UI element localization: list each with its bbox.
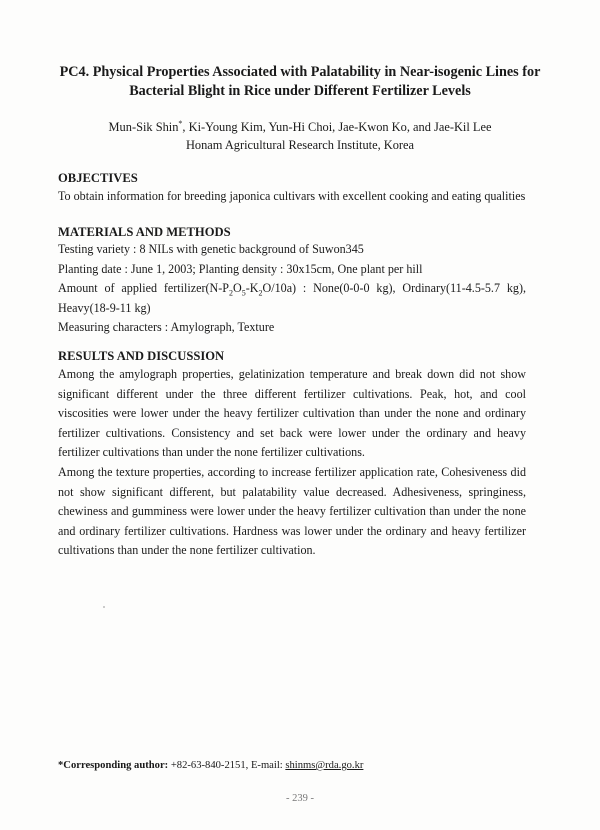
objectives-text: To obtain information for breeding japonica cultivars with excellent cooking and eating qualities bbox=[58, 189, 526, 203]
corresponding-author-note bbox=[58, 760, 363, 771]
footer-email: shinms@rda.go.kr bbox=[285, 760, 364, 771]
subscript-p: 2 bbox=[229, 288, 233, 298]
title-line-1: PC4. Physical Properties Associated with Palatability in Near-isogenic Lines for bbox=[59, 64, 541, 80]
methods-line-planting: Planting date : June 1, 2003; Planting density : 30x15cm, One plant per hill bbox=[58, 261, 423, 276]
subscript-k: 2 bbox=[258, 288, 263, 298]
author-block bbox=[40, 118, 560, 154]
other-authors: , Ki-Young Kim, Yun-Hi Choi, Jae-Kwon Ko, and Jae-Kil Lee bbox=[182, 120, 492, 134]
methods-body bbox=[58, 240, 526, 338]
fertilizer-text-a: Amount of applied fertilizer(N-P bbox=[58, 281, 229, 296]
corresponding-mark: * bbox=[178, 118, 183, 128]
subscript-o: 5 bbox=[241, 288, 246, 298]
fertilizer-text-c: -K bbox=[245, 281, 259, 296]
title-line-2: Bacterial Blight in Rice under Different Fertilizer Levels bbox=[129, 83, 471, 99]
fertilizer-text-d: O/10a) : None(0-0-0 kg), Ordinary(11-4.5-5.7 kg), bbox=[262, 281, 526, 296]
paper-title bbox=[40, 63, 560, 101]
footer-contact: +82-63-840-2151, E-mail: bbox=[168, 760, 286, 771]
results-paragraph-amylograph: Among the amylograph properties, gelatinization temperature and break down did not show significant different under the three different fertilizer cultivations. Peak, hot, and cool viscosities were lower under the heavy fertilizer cultivation than under the none and ordinary fertilizer cultivations. Consistency and set back were lower under the ordinary and heavy fertilizer cultivations than under the none fertilizer cultivations. bbox=[58, 367, 526, 460]
results-body bbox=[58, 365, 526, 561]
methods-line-fertilizer bbox=[58, 279, 526, 299]
results-heading: RESULTS AND DISCUSSION bbox=[58, 349, 225, 363]
methods-line-variety: Testing variety : 8 NILs with genetic background of Suwon345 bbox=[58, 242, 364, 256]
affiliation: Honam Agricultural Research Institute, Korea bbox=[185, 138, 415, 152]
scan-speck bbox=[103, 606, 105, 608]
first-author: Mun-Sik Shin bbox=[108, 120, 179, 134]
methods-line-measuring: Measuring characters : Amylograph, Texture bbox=[58, 320, 275, 335]
results-paragraph-texture: Among the texture properties, according to increase fertilizer application rate, Cohesiveness did not show significant different, but palatability value decreased. Adhesiveness, springiness, chewiness and gumminess were lower under the heavy fertilizer cultivation than under the none and ordinary fertilizer cultivations. Hardness was lower under the ordinary and heavy fertilizer cultivations than under the none fertilizer cultivation. bbox=[58, 464, 526, 558]
footer-label: *Corresponding author: bbox=[58, 760, 169, 771]
objectives-heading: OBJECTIVES bbox=[58, 171, 138, 185]
page-number: - 239 - bbox=[286, 793, 314, 804]
methods-line-heavy: Heavy(18-9-11 kg) bbox=[58, 300, 151, 315]
methods-heading: MATERIALS AND METHODS bbox=[58, 225, 231, 239]
author-list bbox=[40, 118, 560, 136]
fertilizer-text-b: O bbox=[233, 281, 242, 296]
